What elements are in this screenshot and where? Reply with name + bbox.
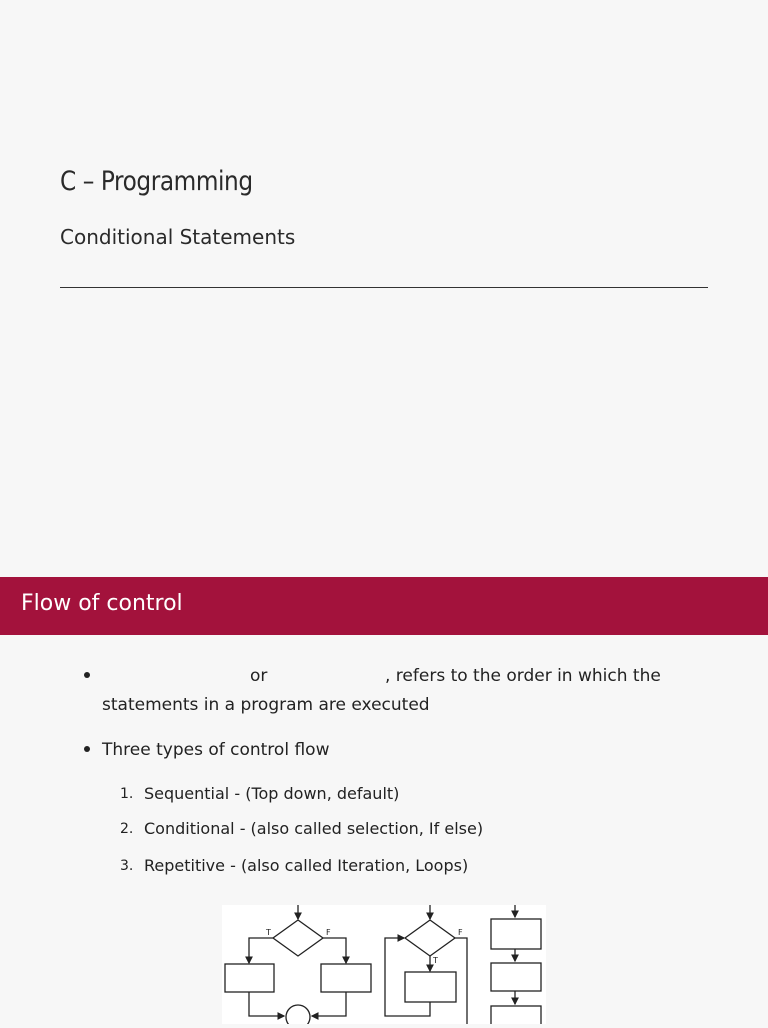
false-label: F (458, 928, 463, 937)
flowchart-svg (222, 905, 546, 1024)
flow-arrow (323, 938, 346, 963)
list-number: 1. (120, 786, 134, 802)
list-number: 2. (120, 821, 134, 837)
bullet-dot (84, 746, 90, 752)
process-box (491, 1006, 541, 1024)
process-box (491, 919, 541, 949)
list-item-sequential: Sequential - (Top down, default) (144, 784, 400, 803)
bullet-2-text: Three types of control flow (102, 740, 330, 760)
title-divider (60, 287, 708, 288)
decision-diamond (405, 920, 455, 956)
list-number: 3. (120, 858, 134, 874)
bullet-1-or: or (250, 666, 268, 686)
flow-arrow (312, 992, 346, 1016)
process-box (405, 972, 456, 1002)
list-item-conditional: Conditional - (also called selection, If else) (144, 819, 484, 838)
connector-circle (286, 1005, 310, 1024)
flow-arrow (455, 938, 467, 1024)
process-box (491, 963, 541, 991)
section-title: Flow of control (21, 591, 183, 616)
process-box (321, 964, 371, 992)
decision-diamond (273, 920, 323, 956)
true-label: T (433, 956, 438, 965)
bullet-dot (84, 672, 90, 678)
true-label: T (266, 928, 271, 937)
flow-arrow (249, 992, 284, 1016)
flow-arrow (249, 938, 273, 963)
false-label: F (326, 928, 331, 937)
process-box (225, 964, 274, 992)
slide-subtitle: Conditional Statements (60, 225, 296, 249)
slide-title: C – Programming (60, 166, 253, 197)
section-header (0, 577, 768, 635)
bullet-1-text: , refers to the order in which the (385, 666, 661, 686)
list-item-repetitive: Repetitive - (also called Iteration, Loops) (144, 856, 469, 875)
control-flow-diagram (222, 905, 546, 1024)
bullet-1-line2: statements in a program are executed (102, 695, 430, 715)
